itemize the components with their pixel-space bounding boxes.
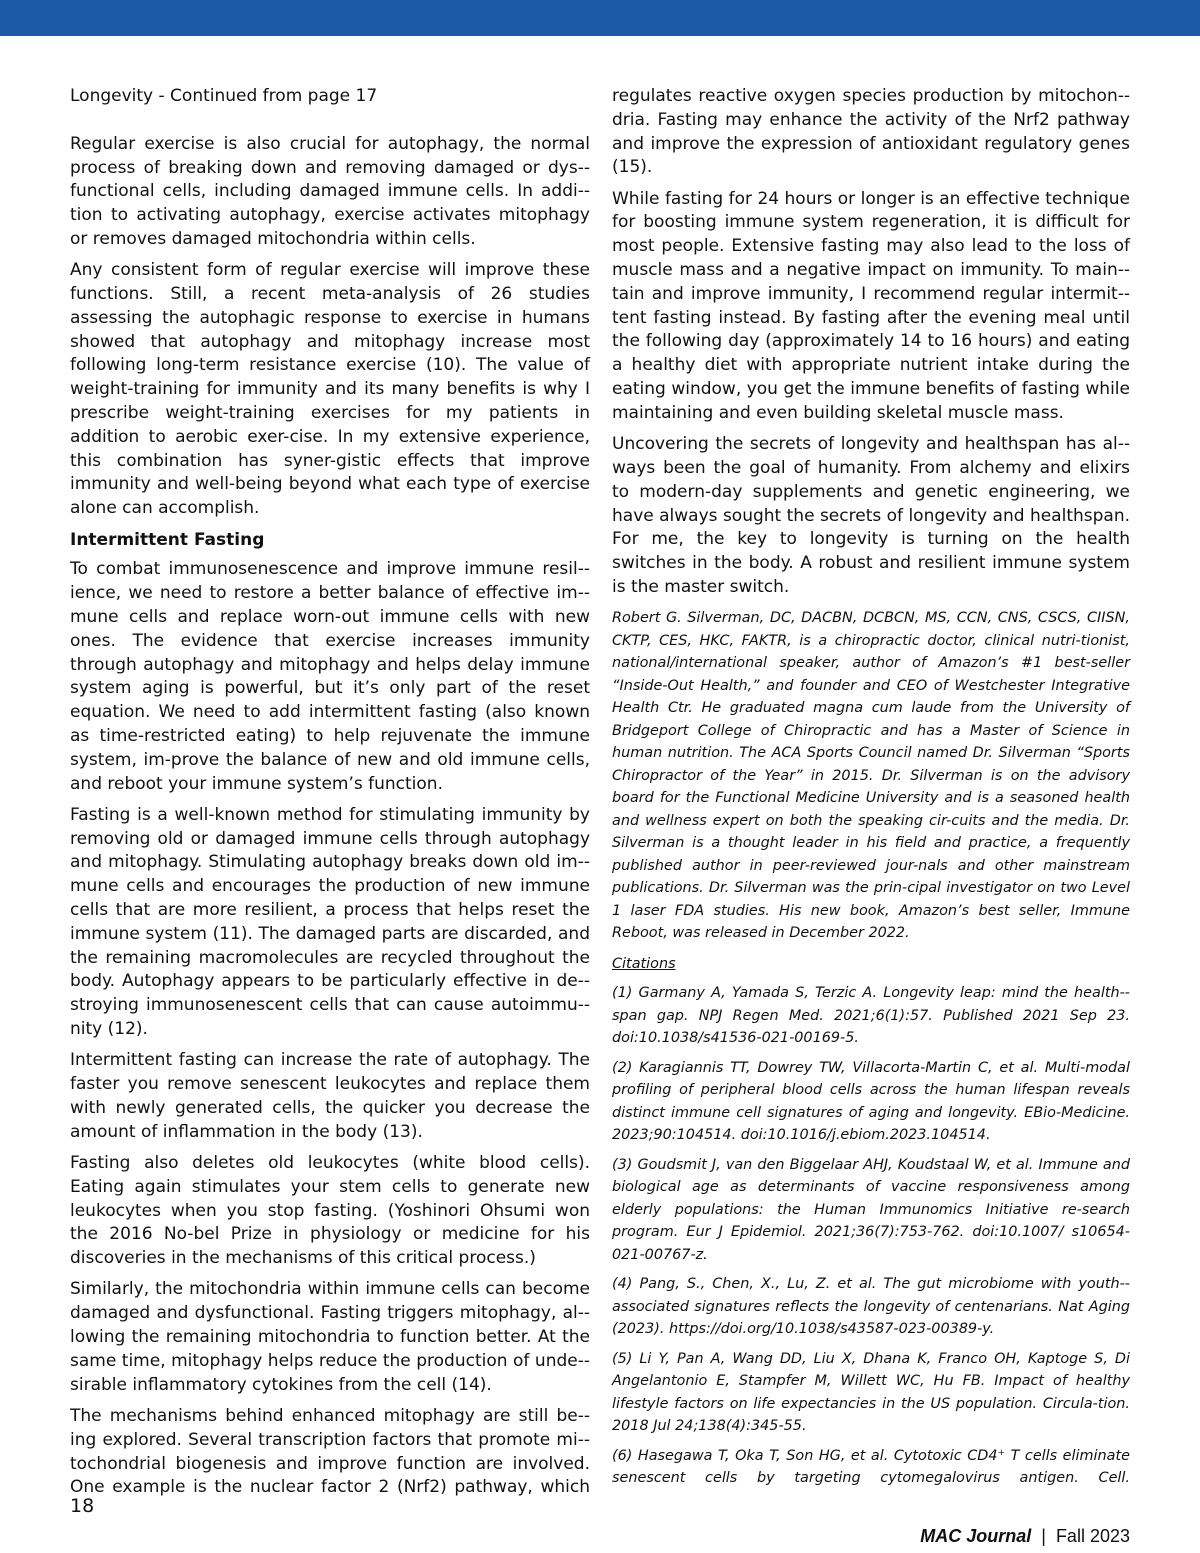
citation-5: (5) Li Y, Pan A, Wang DD, Liu X, Dhana K, Franco OH, Kaptoge S, Di Angelantonio E, Stampfer M, Willett WC, Hu FB. Impact of healthy lifestyle factors on life expectancies in the US population. Circula-tion. 2018 Jul 24;138(4):345-55. [612,1350,1130,1435]
journal-name: MAC Journal [920,1526,1032,1546]
header-bar [0,0,1200,36]
paragraph: Similarly, the mitochondria within immune cells can become damaged and dysfunctional. Fasting triggers mitophagy, al-lowing the remaining mitochondria to function better. At the same time, mitophagy helps reduce the production of unde-sirable inflammatory cytokines from the cell (14). [70,1279,590,1395]
citation-2: (2) Karagiannis TT, Dowrey TW, Villacorta-Martin C, et al. Multi-modal profiling of peripheral blood cells across the human lifespan reveals distinct immune cell signatures of aging and longevity. EBio-Medicine. 2023;90:104514. doi:10.1016/j.ebiom.2023.104514. [612,1059,1130,1144]
paragraph: regulates reactive oxygen species production by mitochon-dria. Fasting may enhance the activity of the Nrf2 pathway and improve the expression of antioxidant regulatory genes (15). [612,86,1130,178]
paragraph: Uncovering the secrets of longevity and healthspan has al-ways been the goal of humanity. From alchemy and elixirs to modern-day supplements and genetic engineering, we have always sought the secrets of longevity and healthspan. For me, the key to longevity is turning on the health switches in the body. A robust and resilient immune system is the master switch. [612,434,1130,597]
paragraph: To combat immunosenescence and improve immune resil-ience, we need to restore a better balance of effective im-mune cells and replace worn-out immune cells with new ones. The evidence that exercise increases immunity through autophagy and mitophagy and helps delay immune system aging is powerful, but it’s only part of the reset equation. We need to add intermittent fasting (also known as time-restricted eating) to help rejuvenate the immune system, im-prove the balance of new and old immune cells, and reboot your immune system’s function. [70,559,590,794]
paragraph: Fasting is a well-known method for stimulating immunity by removing old or damaged immune cells through autophagy and mitophagy. Stimulating autophagy breaks down old im-mune cells and encourages the production of new immune cells that are more resilient, a process that helps reset the immune system (11). The damaged parts are discarded, and the remaining macromolecules are recycled throughout the body. Autophagy appears to be particularly effective in de-stroying immunosenescent cells that can cause autoimmu-nity (12). [70,804,590,1039]
paragraph: Intermittent fasting can increase the rate of autophagy. The faster you remove senescent leukocytes and replace them with newly generated cells, the quicker you decrease the amount of inflammation in the body (13). [70,1050,590,1142]
paragraph: Fasting also deletes old leukocytes (white blood cells). Eating again stimulates your stem cells to generate new leukocytes when you stop fasting. (Yoshinori Ohsumi won the 2016 No-bel Prize in physiology or medicine for his discoveries in the mechanisms of this critical process.) [70,1152,590,1269]
author-bio: Robert G. Silverman, DC, DACBN, DCBCN, MS, CCN, CNS, CSCS, CIISN, CKTP, CES, HKC, FAKTR, is a chiropractic doctor, clinical nutri-tionist, national/international speaker, author of Amazon’s #1 best-seller “Inside-Out Health,” and founder and CEO of Westchester Integrative Health Ctr. He graduated magna cum laude from the University of Bridgeport College of Chiropractic and has a Master of Science in human nutrition. The ACA Sports Council named Dr. Silverman “Sports Chiropractor of the Year” in 2015. Dr. Silverman is on the advisory board for the Functional Medicine University and is a seasoned health and wellness expert on both the speaking cir-cuits and the media. Dr. Silverman is a thought leader in his field and practice, a frequently published author in peer-reviewed jour-nals and other mainstream publications. Dr. Silverman was the prin-cipal investigator on two Level 1 laser FDA studies. His new book, Amazon’s best seller, Immune Reboot, was released in December 2022. [612,610,1130,942]
citation-4: (4) Pang, S., Chen, X., Lu, Z. et al. The gut microbiome with youth-associated signatures reflects the longevity of centenarians. Nat Aging (2023). https://doi.org/10.1038/s43587-023-00389-y. [612,1276,1130,1338]
citation-3: (3) Goudsmit J, van den Biggelaar AHJ, Koudstaal W, et al. Immune and biological age as determinants of vaccine responsiveness among elderly populations: the Human Immunomics Initiative re-search program. Eur J Epidemiol. 2021;36(7):753-762. doi:10.1007/ s10654-021-00767-z. [612,1156,1130,1263]
left-column [70,85,590,1508]
paragraph: The mechanisms behind enhanced mitophagy are still be-ing explored. Several transcription factors that promote mi-tochondrial biogenesis and improve function are involved. One example is the nuclear factor 2 (Nrf2) pathway, which [70,1405,590,1498]
paragraph: Any consistent form of regular exercise will improve these functions. Still, a recent meta-analysis of 26 studies assessing the autophagic response to exercise in humans showed that autophagy and mitophagy increase most following long-term resistance exercise (10). The value of weight-training for immunity and its many benefits is why I prescribe weight-training exercises for my patients in addition to aerobic exer-cise. In my extensive experience, this combination has syner-gistic effects that improve immunity and well-being beyond what each type of exercise alone can accomplish. [70,260,590,519]
journal-footer [920,1526,1130,1547]
citations-heading: Citations [612,955,676,972]
citation-6: (6) Hasegawa T, Oka T, Son HG, et al. Cytotoxic CD4⁺ T cells eliminate senescent cells by targeting cytomegalovirus antigen. Cell. [612,1447,1130,1487]
footer-separator: | [1041,1526,1046,1546]
citation-1: (1) Garmany A, Yamada S, Terzic A. Longevity leap: mind the health-span gap. NPJ Regen Med. 2021;6(1):57. Published 2021 Sep 23. doi:10.1038/s41536-021-00169-5. [612,985,1130,1047]
right-column [612,85,1130,1497]
paragraph: Regular exercise is also crucial for autophagy, the normal process of breaking down and removing damaged or dys-functional cells, including damaged immune cells. In addi-tion to activating autophagy, exercise activates mitophagy or removes damaged mitochondria within cells. [70,133,590,249]
journal-issue: Fall 2023 [1055,1526,1130,1546]
page-number: 18 [70,1495,95,1517]
section-heading: Intermittent Fasting [70,529,265,550]
continued-label: Longevity - Continued from page 17 [70,86,378,106]
paragraph: While fasting for 24 hours or longer is an effective technique for boosting immune system regeneration, it is difficult for most people. Extensive fasting may also lead to the loss of muscle mass and a negative impact on immunity. To main-tain and improve immunity, I recommend regular intermit-tent fasting instead. By fasting after the evening meal until the following day (approximately 14 to 16 hours) and eating a healthy diet with appropriate nutrient intake during the eating window, you get the immune benefits of fasting while maintaining and even building skeletal muscle mass. [612,188,1130,423]
